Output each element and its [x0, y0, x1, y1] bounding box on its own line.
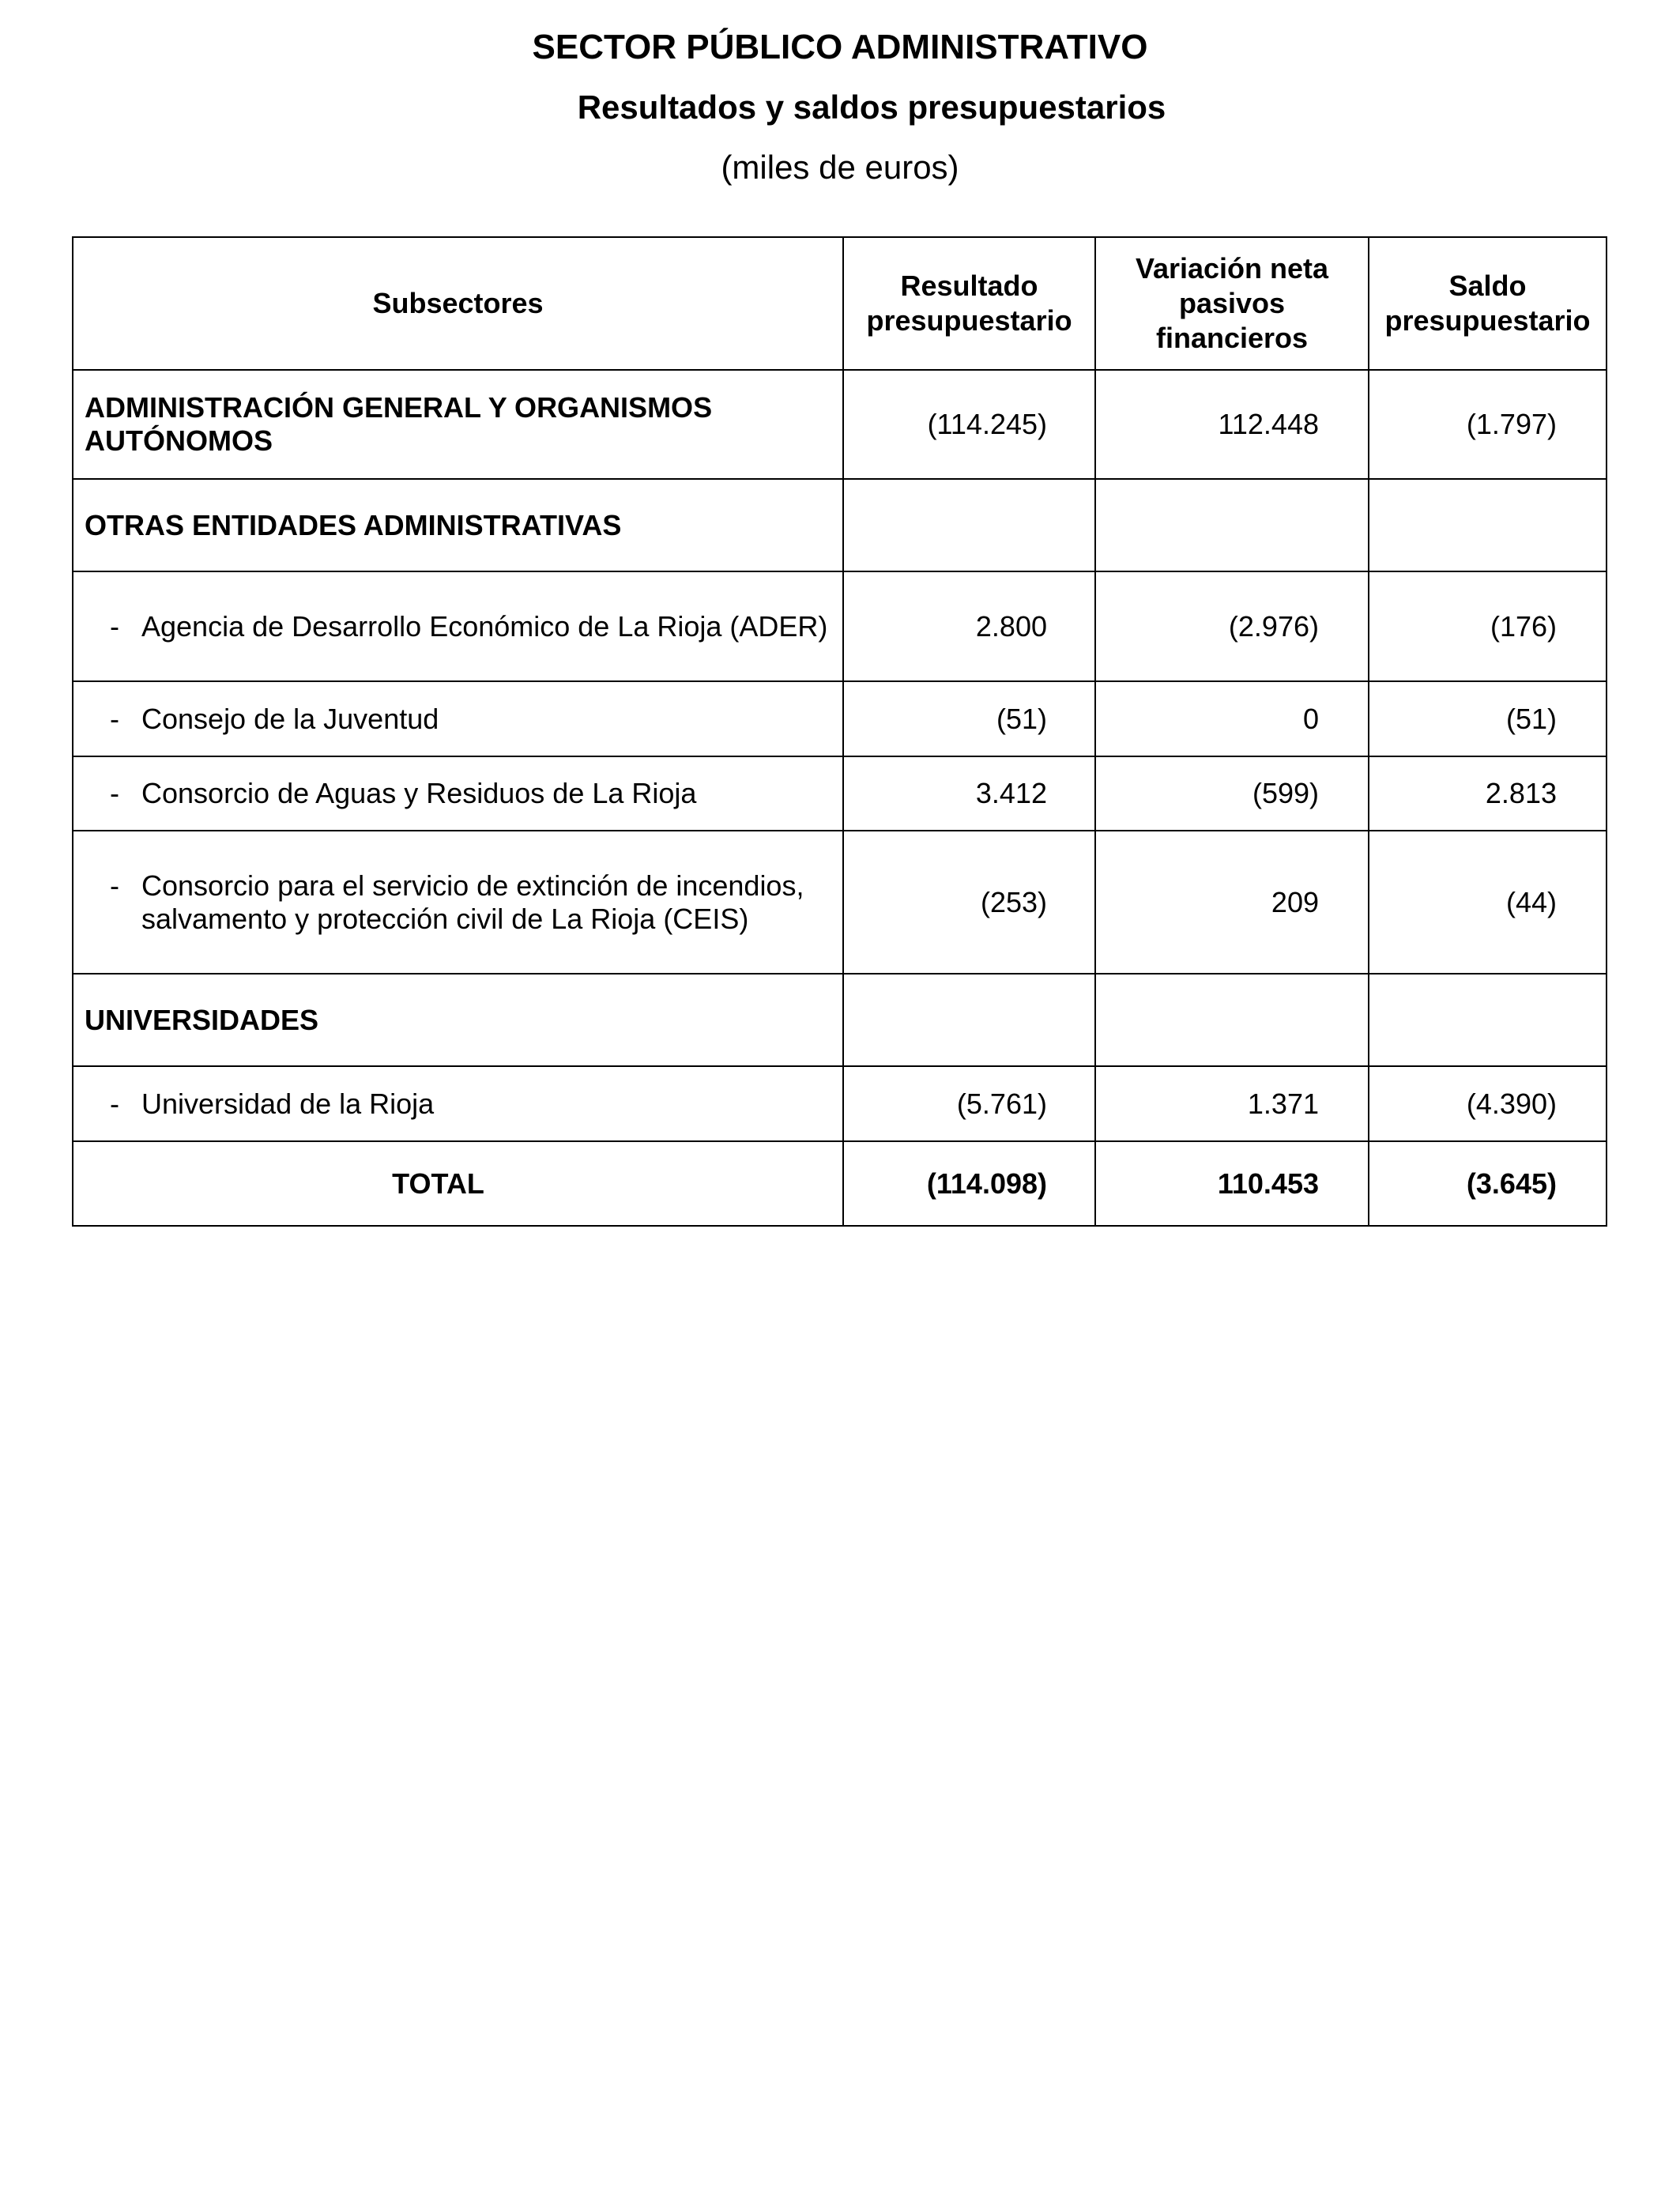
column-header-variacion — [1095, 237, 1369, 370]
column-header-variacion-text: Variación neta pasivos financieros — [1135, 252, 1329, 354]
cell-variacion: 0 — [1095, 681, 1369, 756]
cell-variacion: (599) — [1095, 756, 1369, 831]
row-label-ader — [73, 571, 843, 681]
table-row — [73, 831, 1607, 974]
row-label-ceis — [73, 831, 843, 974]
row-label-universidades: UNIVERSIDADES — [73, 974, 843, 1066]
cell-saldo — [1369, 974, 1607, 1066]
row-label-text: Agencia de Desarrollo Económico de La Rioja (ADER) — [141, 609, 828, 643]
cell-resultado: 2.800 — [843, 571, 1095, 681]
table-row — [73, 571, 1607, 681]
column-header-subsectores: Subsectores — [73, 237, 843, 370]
cell-resultado — [843, 974, 1095, 1066]
cell-resultado: (5.761) — [843, 1066, 1095, 1141]
cell-resultado: 3.412 — [843, 756, 1095, 831]
list-dash: - — [110, 702, 119, 735]
row-label-otras-entidades: OTRAS ENTIDADES ADMINISTRATIVAS — [73, 479, 843, 571]
cell-variacion — [1095, 974, 1369, 1066]
table-row — [73, 370, 1607, 479]
row-label-admin-general: ADMINISTRACIÓN GENERAL Y ORGANISMOS AUTÓNOMOS — [73, 370, 843, 479]
cell-resultado: (114.245) — [843, 370, 1095, 479]
row-label-consorcio-aguas — [73, 756, 843, 831]
cell-resultado: (51) — [843, 681, 1095, 756]
cell-variacion — [1095, 479, 1369, 571]
total-row — [73, 1141, 1607, 1226]
list-dash: - — [110, 869, 119, 902]
cell-variacion: 1.371 — [1095, 1066, 1369, 1141]
cell-saldo: 2.813 — [1369, 756, 1607, 831]
table-row — [73, 1066, 1607, 1141]
cell-variacion: 209 — [1095, 831, 1369, 974]
cell-saldo: (4.390) — [1369, 1066, 1607, 1141]
total-label: TOTAL — [73, 1141, 843, 1226]
document-subtitle: Resultados y saldos presupuestarios — [577, 89, 1166, 126]
row-label-consejo-juventud — [73, 681, 843, 756]
column-header-saldo — [1369, 237, 1607, 370]
list-dash: - — [110, 777, 119, 809]
cell-saldo: (1.797) — [1369, 370, 1607, 479]
cell-saldo: (51) — [1369, 681, 1607, 756]
cell-saldo: (44) — [1369, 831, 1607, 974]
table-row — [73, 974, 1607, 1066]
row-label-text: Universidad de la Rioja — [141, 1087, 435, 1120]
row-label-text: Consorcio de Aguas y Residuos de La Rioja — [141, 777, 697, 809]
document-title: SECTOR PÚBLICO ADMINISTRATIVO — [532, 28, 1148, 66]
list-dash: - — [110, 609, 119, 643]
table-row — [73, 681, 1607, 756]
row-label-text: Consorcio para el servicio de extinción de incendios, salvamento y protección civil de La Rioja (CEIS) — [141, 869, 804, 935]
cell-variacion: 112.448 — [1095, 370, 1369, 479]
total-variacion: 110.453 — [1095, 1141, 1369, 1226]
cell-saldo: (176) — [1369, 571, 1607, 681]
list-dash: - — [110, 1087, 119, 1120]
column-header-resultado — [843, 237, 1095, 370]
total-resultado: (114.098) — [843, 1141, 1095, 1226]
column-header-resultado-text: Resultado presupuestario — [866, 270, 1072, 337]
units-note: (miles de euros) — [721, 149, 959, 186]
total-saldo: (3.645) — [1369, 1141, 1607, 1226]
budget-table — [72, 236, 1607, 1227]
cell-variacion: (2.976) — [1095, 571, 1369, 681]
row-label-text: Consejo de la Juventud — [141, 702, 439, 735]
cell-resultado — [843, 479, 1095, 571]
table-row — [73, 479, 1607, 571]
cell-saldo — [1369, 479, 1607, 571]
column-header-saldo-text: Saldo presupuestario — [1384, 270, 1591, 337]
row-label-universidad-rioja — [73, 1066, 843, 1141]
table-row — [73, 756, 1607, 831]
table-header-row — [73, 237, 1607, 370]
cell-resultado: (253) — [843, 831, 1095, 974]
